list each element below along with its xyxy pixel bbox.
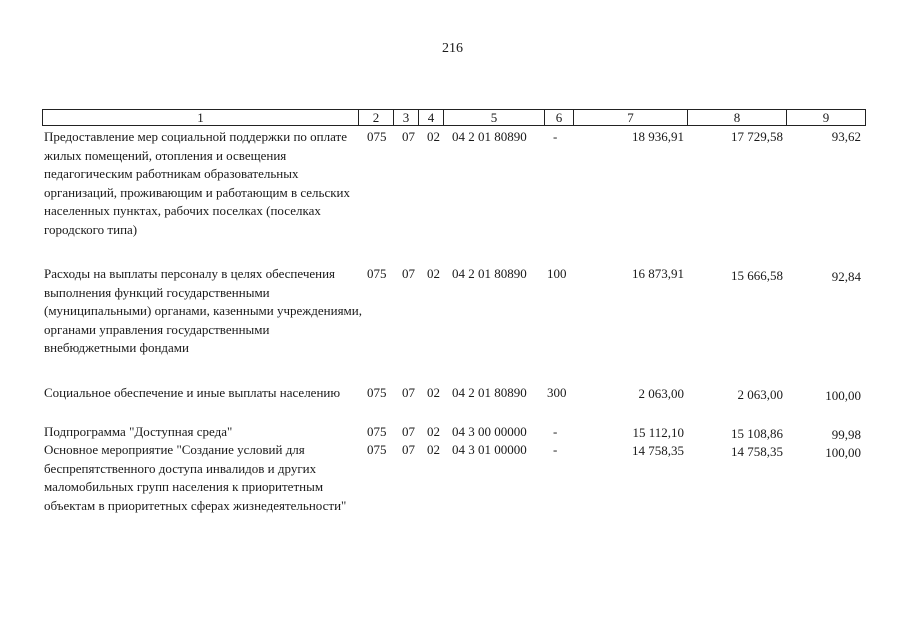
- row-code-target: 04 2 01 80890: [452, 266, 527, 281]
- page-number: 216: [442, 41, 463, 56]
- row-description: Предоставление мер социальной поддержки по оплате жилых помещений, отопления и освещения педагогическим работникам образовательных организаций, проживающим и работающим в сельских населенных пунктах, рабочих поселках (поселках городского типа): [44, 129, 350, 237]
- header-col-5: 5: [444, 109, 545, 126]
- row-value-col7: 16 873,91: [632, 266, 684, 281]
- row-value-col8: 2 063,00: [737, 387, 783, 402]
- row-value-col9: 93,62: [831, 129, 861, 144]
- row-description: Расходы на выплаты персоналу в целях обеспечения выполнения функций государственными (муниципальными) органами, казенными учреждениями, органами управления государственными внебюджетными фондами: [44, 266, 362, 355]
- header-col-3: 3: [394, 109, 419, 126]
- header-col-7: 7: [574, 109, 688, 126]
- row-description: Подпрограмма "Доступная среда": [44, 424, 233, 439]
- row-code-subsection: 02: [427, 442, 440, 457]
- row-code-expense-type: -: [553, 424, 558, 439]
- header-col-9: 9: [787, 109, 866, 126]
- row-code-expense-type: -: [553, 442, 558, 457]
- header-col-6: 6: [545, 109, 574, 126]
- header-col-1: 1: [42, 109, 359, 126]
- row-code-section: 07: [402, 129, 415, 144]
- row-value-col9: 100,00: [825, 445, 861, 460]
- row-code-expense-type: 300: [547, 385, 567, 400]
- header-col-2: 2: [359, 109, 394, 126]
- row-value-col9: 99,98: [831, 427, 861, 442]
- row-code-ministry: 075: [367, 424, 387, 439]
- header-col-4: 4: [419, 109, 444, 126]
- row-code-section: 07: [402, 385, 415, 400]
- row-code-expense-type: 100: [547, 266, 567, 281]
- row-value-col8: 15 108,86: [731, 426, 783, 441]
- row-value-col8: 17 729,58: [731, 129, 783, 144]
- row-code-ministry: 075: [367, 266, 387, 281]
- row-code-subsection: 02: [427, 385, 440, 400]
- row-code-expense-type: -: [553, 129, 558, 144]
- row-value-col9: 100,00: [825, 388, 861, 403]
- row-value-col7: 15 112,10: [632, 425, 684, 440]
- row-code-ministry: 075: [367, 129, 387, 144]
- header-col-8: 8: [688, 109, 787, 126]
- row-code-subsection: 02: [427, 424, 440, 439]
- row-value-col7: 2 063,00: [638, 386, 684, 401]
- row-code-target: 04 2 01 80890: [452, 385, 527, 400]
- row-value-col8: 15 666,58: [731, 268, 783, 283]
- row-value-col9: 92,84: [831, 269, 861, 284]
- row-code-target: 04 3 01 00000: [452, 442, 527, 457]
- row-code-section: 07: [402, 266, 415, 281]
- row-code-target: 04 3 00 00000: [452, 424, 527, 439]
- row-value-col7: 18 936,91: [632, 129, 684, 144]
- row-code-subsection: 02: [427, 266, 440, 281]
- row-code-subsection: 02: [427, 129, 440, 144]
- row-code-ministry: 075: [367, 385, 387, 400]
- row-description: Социальное обеспечение и иные выплаты населению: [44, 385, 341, 400]
- row-value-col7: 14 758,35: [632, 443, 684, 458]
- row-code-section: 07: [402, 442, 415, 457]
- row-code-section: 07: [402, 424, 415, 439]
- row-value-col8: 14 758,35: [731, 444, 783, 459]
- row-code-ministry: 075: [367, 442, 387, 457]
- row-description: Основное мероприятие "Создание условий для беспрепятственного доступа инвалидов и других маломобильных групп населения к приоритетным объектам в приоритетных сферах жизнедеятельности": [44, 442, 347, 513]
- row-code-target: 04 2 01 80890: [452, 129, 527, 144]
